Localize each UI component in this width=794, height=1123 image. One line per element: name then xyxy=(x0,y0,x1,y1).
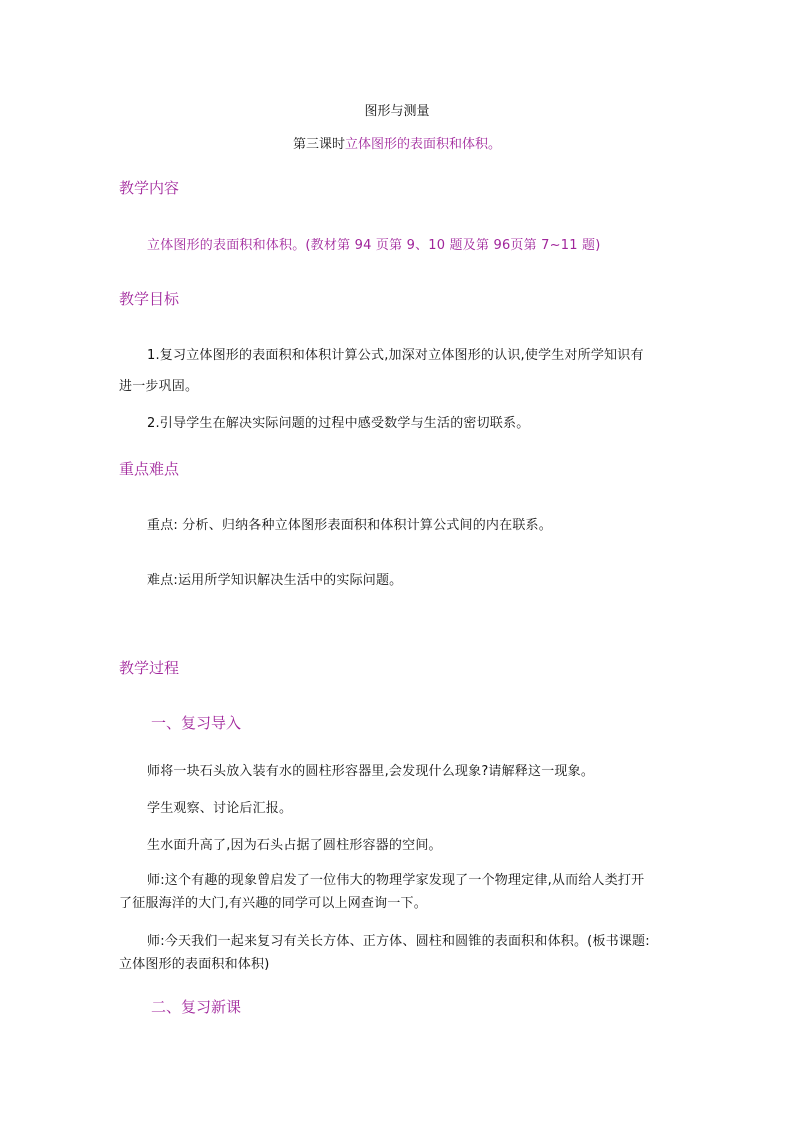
section-heading-keypoints: 重点难点 xyxy=(119,460,180,478)
goal-item-1-line-2: 进一步巩固。 xyxy=(119,379,199,394)
process-paragraph-1: 师将一块石头放入装有水的圆柱形容器里,会发现什么现象?请解释这一现象。 xyxy=(147,764,595,779)
goal-item-2: 2.引导学生在解决实际问题的过程中感受数学与生活的密切联系。 xyxy=(147,416,530,431)
lesson-subtitle xyxy=(0,133,794,152)
subheading-review-new: 二、复习新课 xyxy=(151,998,242,1016)
document-title: 图形与测量 xyxy=(364,104,430,119)
key-point-text: 重点: 分析、归纳各种立体图形表面积和体积计算公式间的内在联系。 xyxy=(147,518,552,533)
difficulty-text: 难点:运用所学知识解决生活中的实际问题。 xyxy=(147,573,403,588)
process-paragraph-3: 生水面升高了,因为石头占据了圆柱形容器的空间。 xyxy=(147,838,442,853)
process-paragraph-5-line-2: 立体图形的表面积和体积) xyxy=(119,957,270,972)
process-paragraph-4-line-1: 师:这个有趣的现象曾启发了一位伟大的物理学家发现了一个物理定律,从而给人类打开 xyxy=(147,873,645,888)
goal-item-1-line-1: 1.复习立体图形的表面积和体积计算公式,加深对立体图形的认识,使学生对所学知识有 xyxy=(147,348,644,363)
subtitle-prefix: 第三课时 xyxy=(292,137,345,152)
process-paragraph-2: 学生观察、讨论后汇报。 xyxy=(147,801,293,816)
section-heading-goals: 教学目标 xyxy=(119,290,180,308)
section-heading-process: 教学过程 xyxy=(119,659,180,677)
subheading-review-intro: 一、复习导入 xyxy=(151,714,242,732)
process-paragraph-4-line-2: 了征服海洋的大门,有兴趣的同学可以上网查询一下。 xyxy=(119,896,427,911)
section-heading-content: 教学内容 xyxy=(119,179,180,197)
content-text: 立体图形的表面积和体积。(教材第 94 页第 9、10 题及第 96页第 7~11 题) xyxy=(147,238,601,253)
subtitle-highlight: 立体图形的表面积和体积。 xyxy=(345,137,502,152)
process-paragraph-5-line-1: 师:今天我们一起来复习有关长方体、正方体、圆柱和圆锥的表面积和体积。(板书课题: xyxy=(147,934,650,949)
